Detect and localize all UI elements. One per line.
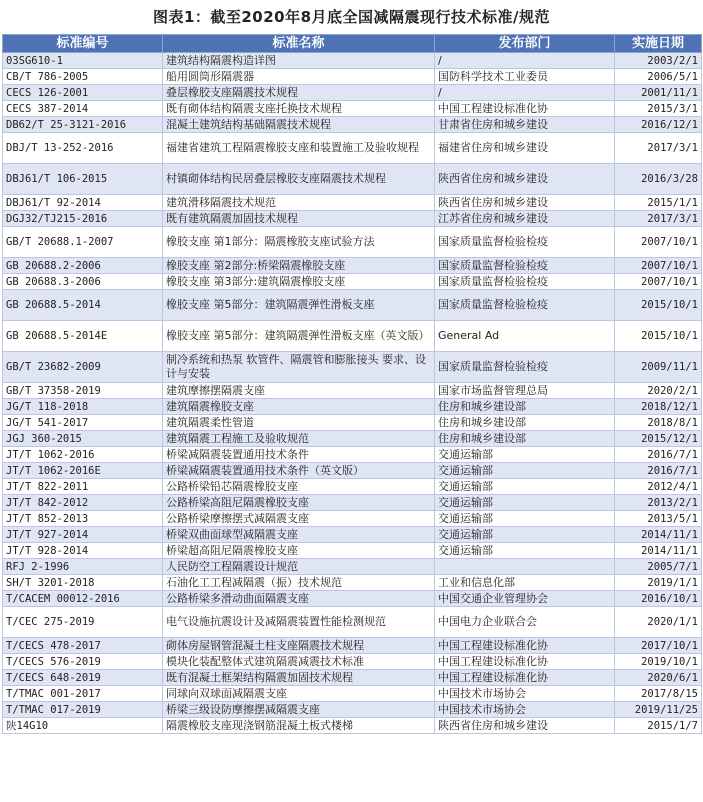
- cell-date: 2017/8/15: [615, 686, 702, 702]
- cell-publisher: 国家质量监督检验检疫: [435, 227, 615, 258]
- table-row: [3, 415, 702, 431]
- cell-publisher: 住房和城乡建设部: [435, 431, 615, 447]
- cell-code: GB/T 23682-2009: [3, 352, 163, 383]
- cell-name: 桥梁三级设防摩擦摆减隔震支座: [163, 702, 435, 718]
- cell-publisher: 交通运输部: [435, 511, 615, 527]
- cell-code: JT/T 852-2013: [3, 511, 163, 527]
- table-row: [3, 352, 702, 383]
- cell-date: 2018/8/1: [615, 415, 702, 431]
- cell-name: 制冷系统和热泵 软管件、隔震管和膨胀接头 要求、设计与安装: [163, 352, 435, 383]
- table-row: [3, 543, 702, 559]
- cell-code: 陕14G10: [3, 718, 163, 734]
- table-row: [3, 654, 702, 670]
- cell-publisher: /: [435, 85, 615, 101]
- cell-code: DBJ/T 13-252-2016: [3, 133, 163, 164]
- cell-date: 2018/12/1: [615, 399, 702, 415]
- cell-name: 电气设施抗震设计及减隔震装置性能检测规范: [163, 607, 435, 638]
- cell-publisher: 交通运输部: [435, 447, 615, 463]
- cell-date: 2016/7/1: [615, 463, 702, 479]
- table-row: [3, 117, 702, 133]
- cell-name: 混凝土建筑结构基础隔震技术规程: [163, 117, 435, 133]
- cell-code: CB/T 786-2005: [3, 69, 163, 85]
- cell-name: 桥梁减隔震装置通用技术条件: [163, 447, 435, 463]
- cell-date: 2017/10/1: [615, 638, 702, 654]
- header-publisher: 发布部门: [435, 35, 615, 53]
- cell-publisher: 交通运输部: [435, 495, 615, 511]
- cell-code: JT/T 1062-2016: [3, 447, 163, 463]
- cell-name: 隔震橡胶支座现浇钢筋混凝土板式楼梯: [163, 718, 435, 734]
- cell-name: 人民防空工程隔震设计规范: [163, 559, 435, 575]
- cell-publisher: 国家质量监督检验检疫: [435, 258, 615, 274]
- cell-publisher: 国家质量监督检验检疫: [435, 290, 615, 321]
- cell-publisher: 交通运输部: [435, 543, 615, 559]
- cell-publisher: 陕西省住房和城乡建设: [435, 718, 615, 734]
- cell-code: T/CECS 576-2019: [3, 654, 163, 670]
- cell-date: 2005/7/1: [615, 559, 702, 575]
- cell-date: 2020/6/1: [615, 670, 702, 686]
- cell-code: CECS 126-2001: [3, 85, 163, 101]
- table-row: [3, 686, 702, 702]
- cell-name: 同球向双球面减隔震支座: [163, 686, 435, 702]
- cell-code: T/CEC 275-2019: [3, 607, 163, 638]
- table-row: [3, 101, 702, 117]
- cell-date: 2015/12/1: [615, 431, 702, 447]
- table-row: [3, 321, 702, 352]
- cell-code: T/TMAC 017-2019: [3, 702, 163, 718]
- cell-date: 2017/3/1: [615, 133, 702, 164]
- cell-publisher: 陕西省住房和城乡建设: [435, 164, 615, 195]
- header-date: 实施日期: [615, 35, 702, 53]
- cell-name: 模块化装配整体式建筑隔震减震技术标准: [163, 654, 435, 670]
- header-code: 标准编号: [3, 35, 163, 53]
- cell-name: 橡胶支座 第3部分:建筑隔震橡胶支座: [163, 274, 435, 290]
- cell-code: RFJ 2-1996: [3, 559, 163, 575]
- cell-date: 2015/10/1: [615, 290, 702, 321]
- cell-publisher: 中国技术市场协会: [435, 686, 615, 702]
- table-row: [3, 195, 702, 211]
- cell-code: JT/T 928-2014: [3, 543, 163, 559]
- cell-publisher: 江苏省住房和城乡建设: [435, 211, 615, 227]
- cell-date: 2017/3/1: [615, 211, 702, 227]
- table-row: [3, 290, 702, 321]
- table-row: [3, 575, 702, 591]
- cell-name: 叠层橡胶支座隔震技术规程: [163, 85, 435, 101]
- cell-date: 2001/11/1: [615, 85, 702, 101]
- cell-publisher: 中国工程建设标准化协: [435, 101, 615, 117]
- cell-publisher: 中国工程建设标准化协: [435, 670, 615, 686]
- cell-name: 建筑结构隔震构造详图: [163, 53, 435, 69]
- table-row: [3, 463, 702, 479]
- table-row: [3, 718, 702, 734]
- cell-name: 石油化工工程减隔震（振）技术规范: [163, 575, 435, 591]
- cell-publisher: 国家质量监督检验检疫: [435, 274, 615, 290]
- cell-name: 公路桥梁高阻尼隔震橡胶支座: [163, 495, 435, 511]
- table-row: [3, 702, 702, 718]
- cell-date: 2013/2/1: [615, 495, 702, 511]
- cell-code: SH/T 3201-2018: [3, 575, 163, 591]
- cell-date: 2009/11/1: [615, 352, 702, 383]
- cell-publisher: 交通运输部: [435, 479, 615, 495]
- cell-publisher: 国防科学技术工业委员: [435, 69, 615, 85]
- cell-name: 桥梁减隔震装置通用技术条件（英文版）: [163, 463, 435, 479]
- cell-publisher: 中国技术市场协会: [435, 702, 615, 718]
- cell-publisher: 国家市场监督管理总局: [435, 383, 615, 399]
- table-row: [3, 447, 702, 463]
- cell-name: 福建省建筑工程隔震橡胶支座和装置施工及验收规程: [163, 133, 435, 164]
- cell-publisher: General Ad: [435, 321, 615, 352]
- cell-name: 村镇砌体结构民居叠层橡胶支座隔震技术规程: [163, 164, 435, 195]
- header-name: 标准名称: [163, 35, 435, 53]
- cell-publisher: 甘肃省住房和城乡建设: [435, 117, 615, 133]
- table-row: [3, 495, 702, 511]
- cell-name: 建筑隔震柔性管道: [163, 415, 435, 431]
- cell-code: DBJ61/T 92-2014: [3, 195, 163, 211]
- cell-date: 2014/11/1: [615, 527, 702, 543]
- cell-publisher: 福建省住房和城乡建设: [435, 133, 615, 164]
- cell-code: JG/T 118-2018: [3, 399, 163, 415]
- cell-name: 橡胶支座 第5部分：建筑隔震弹性滑板支座（英文版）: [163, 321, 435, 352]
- table-row: [3, 274, 702, 290]
- cell-date: 2013/5/1: [615, 511, 702, 527]
- cell-name: 桥梁双曲面球型减隔震支座: [163, 527, 435, 543]
- cell-code: JGJ 360-2015: [3, 431, 163, 447]
- cell-code: T/CECS 478-2017: [3, 638, 163, 654]
- cell-date: 2007/10/1: [615, 258, 702, 274]
- cell-name: 船用圆筒形隔震器: [163, 69, 435, 85]
- cell-date: 2003/2/1: [615, 53, 702, 69]
- table-row: [3, 638, 702, 654]
- cell-code: GB 20688.3-2006: [3, 274, 163, 290]
- cell-publisher: 陕西省住房和城乡建设: [435, 195, 615, 211]
- cell-date: 2015/3/1: [615, 101, 702, 117]
- cell-code: GB 20688.5-2014: [3, 290, 163, 321]
- cell-date: 2007/10/1: [615, 227, 702, 258]
- cell-code: DB62/T 25-3121-2016: [3, 117, 163, 133]
- table-row: [3, 53, 702, 69]
- cell-name: 建筑隔震橡胶支座: [163, 399, 435, 415]
- cell-publisher: 中国工程建设标准化协: [435, 638, 615, 654]
- cell-name: 桥梁超高阻尼隔震橡胶支座: [163, 543, 435, 559]
- cell-date: 2007/10/1: [615, 274, 702, 290]
- cell-date: 2019/1/1: [615, 575, 702, 591]
- cell-publisher: /: [435, 53, 615, 69]
- table-row: [3, 479, 702, 495]
- page-title: 图表1：截至2020年8月底全国减隔震现行技术标准/规范: [152, 8, 551, 26]
- table-row: [3, 211, 702, 227]
- table-row: [3, 258, 702, 274]
- cell-code: JG/T 541-2017: [3, 415, 163, 431]
- table-row: [3, 85, 702, 101]
- cell-publisher: [435, 559, 615, 575]
- cell-name: 既有砌体结构隔震支座托换技术规程: [163, 101, 435, 117]
- cell-date: 2015/1/1: [615, 195, 702, 211]
- cell-publisher: 交通运输部: [435, 463, 615, 479]
- table-header-row: [3, 35, 702, 53]
- cell-date: 2012/4/1: [615, 479, 702, 495]
- cell-code: JT/T 842-2012: [3, 495, 163, 511]
- cell-date: 2016/3/28: [615, 164, 702, 195]
- table-body: [3, 53, 702, 734]
- cell-code: DGJ32/TJ215-2016: [3, 211, 163, 227]
- cell-code: DBJ61/T 106-2015: [3, 164, 163, 195]
- table-row: [3, 164, 702, 195]
- cell-name: 砌体房屋钢管混凝土柱支座隔震技术规程: [163, 638, 435, 654]
- table-row: [3, 227, 702, 258]
- cell-date: 2019/10/1: [615, 654, 702, 670]
- cell-code: JT/T 822-2011: [3, 479, 163, 495]
- cell-date: 2016/12/1: [615, 117, 702, 133]
- cell-name: 公路桥梁铅芯隔震橡胶支座: [163, 479, 435, 495]
- standards-table: [2, 34, 702, 734]
- cell-date: 2020/1/1: [615, 607, 702, 638]
- cell-publisher: 中国电力企业联合会: [435, 607, 615, 638]
- cell-publisher: 交通运输部: [435, 527, 615, 543]
- cell-name: 建筑滑移隔震技术规范: [163, 195, 435, 211]
- table-row: [3, 69, 702, 85]
- cell-date: 2015/1/7: [615, 718, 702, 734]
- cell-name: 建筑隔震工程施工及验收规范: [163, 431, 435, 447]
- cell-publisher: 住房和城乡建设部: [435, 399, 615, 415]
- table-row: [3, 607, 702, 638]
- cell-publisher: 中国交通企业管理协会: [435, 591, 615, 607]
- table-row: [3, 133, 702, 164]
- cell-date: 2006/5/1: [615, 69, 702, 85]
- cell-name: 公路桥梁多滑动曲面隔震支座: [163, 591, 435, 607]
- cell-name: 橡胶支座 第5部分：建筑隔震弹性滑板支座: [163, 290, 435, 321]
- table-row: [3, 431, 702, 447]
- cell-name: 公路桥梁摩擦摆式减隔震支座: [163, 511, 435, 527]
- table-row: [3, 527, 702, 543]
- table-row: [3, 591, 702, 607]
- cell-publisher: 中国工程建设标准化协: [435, 654, 615, 670]
- cell-name: 既有建筑隔震加固技术规程: [163, 211, 435, 227]
- table-row: [3, 399, 702, 415]
- cell-code: T/TMAC 001-2017: [3, 686, 163, 702]
- cell-code: GB/T 37358-2019: [3, 383, 163, 399]
- cell-code: GB 20688.2-2006: [3, 258, 163, 274]
- cell-name: 橡胶支座 第1部分：隔震橡胶支座试验方法: [163, 227, 435, 258]
- table-row: [3, 559, 702, 575]
- cell-code: T/CECS 648-2019: [3, 670, 163, 686]
- cell-code: GB/T 20688.1-2007: [3, 227, 163, 258]
- cell-code: CECS 387-2014: [3, 101, 163, 117]
- cell-name: 橡胶支座 第2部分:桥梁隔震橡胶支座: [163, 258, 435, 274]
- cell-publisher: 工业和信息化部: [435, 575, 615, 591]
- cell-date: 2016/10/1: [615, 591, 702, 607]
- cell-date: 2014/11/1: [615, 543, 702, 559]
- table-row: [3, 383, 702, 399]
- cell-code: JT/T 1062-2016E: [3, 463, 163, 479]
- cell-code: JT/T 927-2014: [3, 527, 163, 543]
- cell-publisher: 住房和城乡建设部: [435, 415, 615, 431]
- cell-name: 建筑摩擦摆隔震支座: [163, 383, 435, 399]
- cell-code: 03SG610-1: [3, 53, 163, 69]
- cell-date: 2019/11/25: [615, 702, 702, 718]
- cell-name: 既有混凝土框架结构隔震加固技术规程: [163, 670, 435, 686]
- cell-date: 2020/2/1: [615, 383, 702, 399]
- table-row: [3, 511, 702, 527]
- cell-date: 2015/10/1: [615, 321, 702, 352]
- table-row: [3, 670, 702, 686]
- cell-code: GB 20688.5-2014E: [3, 321, 163, 352]
- cell-date: 2016/7/1: [615, 447, 702, 463]
- cell-publisher: 国家质量监督检验检疫: [435, 352, 615, 383]
- cell-code: T/CACEM 00012-2016: [3, 591, 163, 607]
